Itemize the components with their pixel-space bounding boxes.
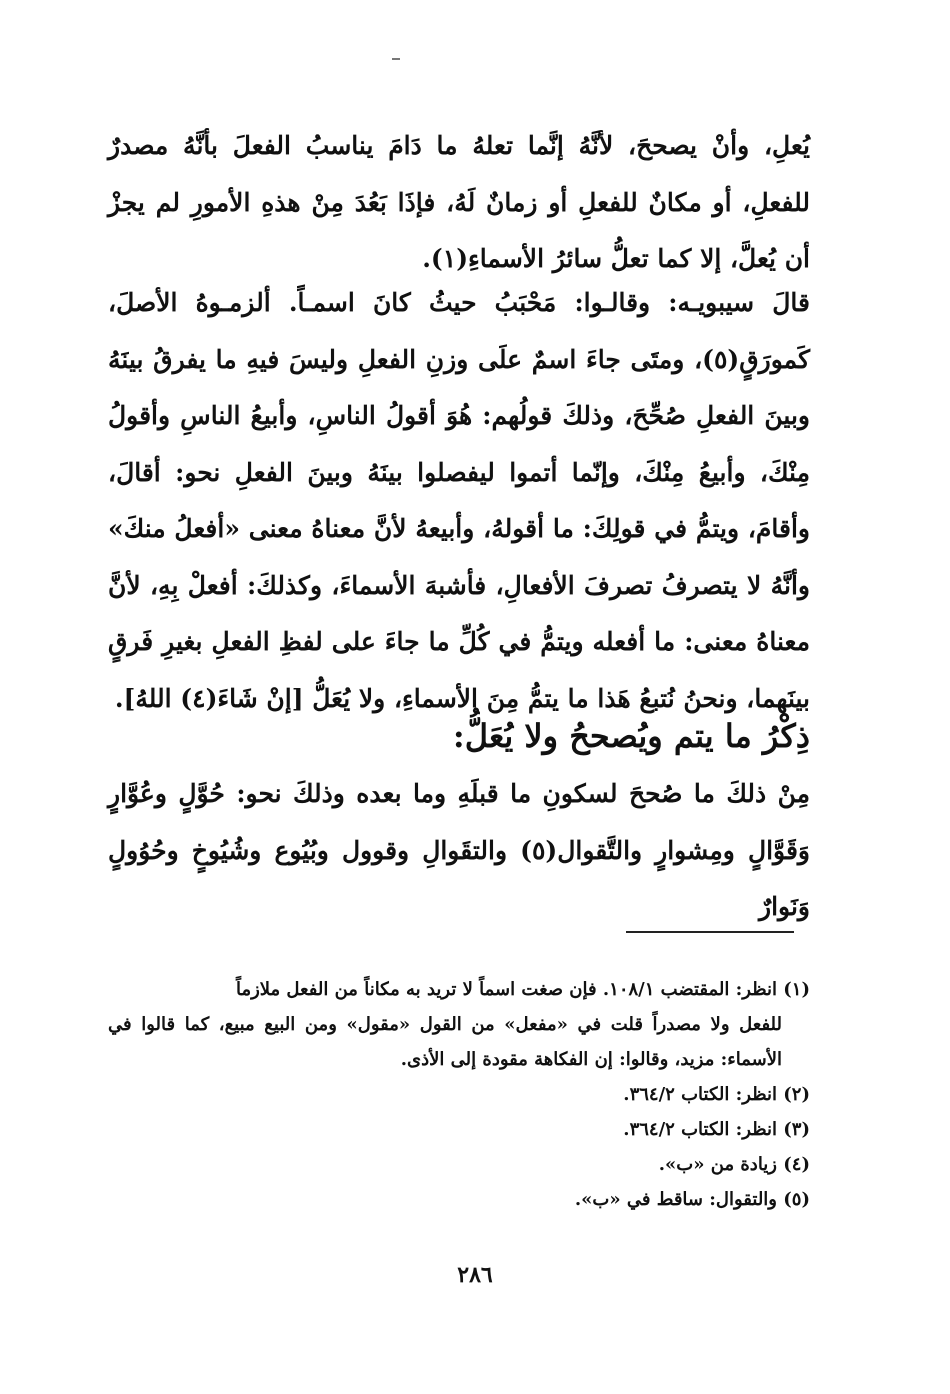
footnote-divider bbox=[626, 931, 794, 933]
section-heading: ذِكْرُ ما يتم ويُصححُ ولا يُعَلُّ: bbox=[452, 717, 810, 755]
paragraph-2: قالَ سيبويـه: وقالـوا: مَحْبَبُ حيثُ كانَ اسمـاً. ألزمـوهُ الأصلَ، كَمورَقٍ(٥)، ومتَى جاءَ اسمٌ علَى وزنِ الفعلِ وليسَ فيهِ ما يفرقُ بينَهُ وبينَ الفعلِ صُحِّحَ، وذلكَ قولُهم: هُوَ أقولُ الناسِ، وأبيعُ الناسِ وأقولُ مِنْكَ، وأبيعُ مِنْكَ، وإنّما أتموا ليفصلوا بينَهُ وبينَ الفعلِ نحو: أقالَ، وأقامَ، ويتمُّ في قولِكَ: ما أقولهُ، وأبيعهُ لأنَّ معناهُ معنى «أفعلُ منكَ» وأنَّهُ لا يتصرفُ تصرفَ الأفعالِ، فأشبهَ الأسماءَ، وكذلكَ: أفعلْ بِهِ، لأنَّ معناهُ معنى: ما أفعله ويتمُّ في كُلِّ ما جاءَ على لفظِ الفعلِ بغيرِ فَرقٍ بينَهما، ونحنُ نُتبعُ هَذا ما يتمُّ مِنَ الأسماءِ، ولا يُعَلُّ [إنْ شَاءَ(٤) اللهُ]. bbox=[108, 288, 810, 713]
footnote-5: (٥) والتقوال: ساقط في «ب». bbox=[574, 1189, 810, 1210]
footnote-3: (٣) انظر: الكتاب ٣٦٤/٢. bbox=[623, 1119, 810, 1140]
paragraph-3: مِنْ ذلكَ ما صُححَ لسكونِ ما قبلَهِ وما بعده وذلكَ نحو: حُوَّلٍ وعُوَّارٍ وَقَوَّالٍ ومِشوارٍ والتَّقوال(٥) والتقَوالِ وقوول وبُيُوع وشُيُوخٍ وحُوُولٍ وَنَوارٌ bbox=[108, 779, 810, 921]
footnote-1-continued: للفعل ولا مصدراً قلت في «مفعل» من القول «مقول» ومن البيع مبيع، كما قالوا في الأسماء: مزيد، وقالوا: إن الفكاهة مقودة إلى الأذى. bbox=[108, 1014, 782, 1070]
footnote-2: (٢) انظر: الكتاب ٣٦٤/٢. bbox=[623, 1084, 810, 1105]
footnote-1: (١) انظر: المقتضب ١٠٨/١. فإن صغت اسماً لا تريد به مكاناً من الفعل ملازماً bbox=[235, 979, 810, 1000]
footnote-4: (٤) زيادة من «ب». bbox=[658, 1154, 810, 1175]
top-mark bbox=[392, 58, 400, 60]
page-number: ٢٨٦ bbox=[457, 1262, 493, 1288]
paragraph-1: يُعلِ، وأنْ يصححَ، لأنَّهُ إنَّما تعلهُ ما دَامَ يناسبُ الفعلَ بأنَّهُ مصدرٌ للفعلِ، أو مكانٌ للفعلِ أو زمانٌ لَهُ، فإذَا بَعُدَ مِنْ هذهِ الأمورِ لم يجزْ أن يُعلَّ، إلا كما تعلُّ سائرُ الأسماءِ(١). bbox=[108, 131, 810, 273]
footnotes bbox=[108, 972, 810, 1217]
